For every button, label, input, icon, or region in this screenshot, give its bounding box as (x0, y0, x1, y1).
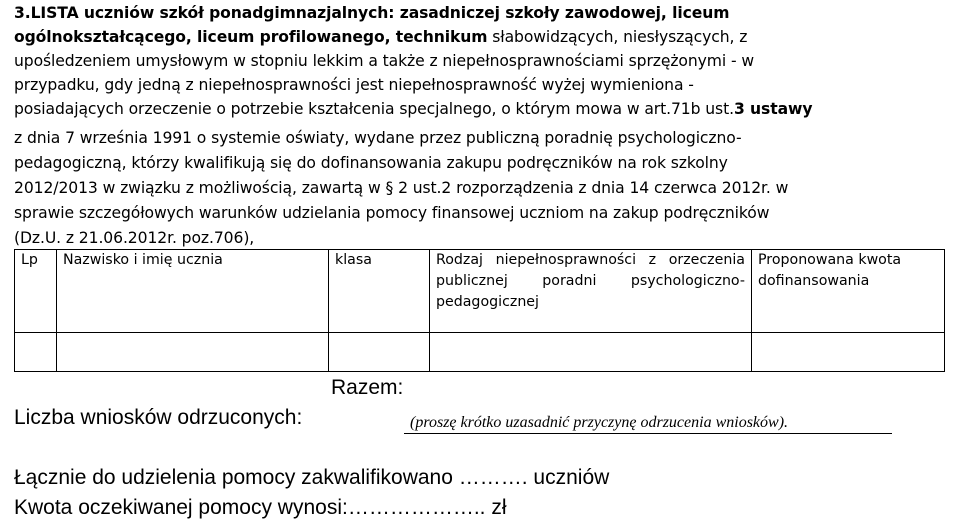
heading-line-8 (14, 177, 788, 199)
heading-text-10: (Dz.U. z 21.06.2012r. poz.706), (14, 229, 255, 247)
table-row (15, 333, 945, 372)
table-cell[interactable] (15, 333, 57, 372)
header-name: Nazwisko i imię ucznia (57, 250, 329, 333)
heading-line-7 (14, 152, 728, 174)
table-header-row (15, 250, 945, 333)
rejected-label: Liczba wniosków odrzuconych: (14, 406, 303, 429)
heading-line-6 (14, 127, 742, 149)
rejected-note: (proszę krótko uzasadnić przyczynę odrzucenia wniosków). (410, 414, 789, 431)
heading-line-9 (14, 202, 769, 224)
heading-line-4 (14, 74, 694, 96)
heading-line-3 (14, 50, 754, 72)
heading-text-8b: 2 rozporządzenia z dnia 14 czerwca 2012r. w (441, 179, 789, 197)
heading-text-6: z dnia 7 września 1991 o systemie oświaty, wydane przez publiczną poradnię psychologiczno- (14, 129, 742, 147)
table-cell[interactable] (430, 333, 752, 372)
heading-text-7a: pedagogiczną (14, 154, 122, 172)
qualified-text: Łącznie do udzielenia pomocy zakwalifikowano ………. uczniów (14, 466, 610, 489)
heading-text-5b: art.71b ust. (644, 100, 734, 118)
heading-text-5c: 3 ustawy (733, 100, 813, 118)
heading-bold-1: 3.LISTA uczniów szkół ponadgimnazjalnych: zasadniczej szkoły zawodowej, liceum (14, 4, 730, 22)
rejected-note-underline (404, 433, 892, 434)
header-lp: Lp (15, 250, 57, 333)
heading-line-10 (14, 227, 254, 249)
total-label: Razem: (331, 376, 404, 399)
heading-bold-2: ogólnokształcącego, liceum profilowanego, technikum (14, 28, 488, 46)
table-cell[interactable] (329, 333, 430, 372)
header-class: klasa (329, 250, 430, 333)
expected-amount-text: Kwota oczekiwanej pomocy wynosi:……………….. zł (14, 496, 507, 519)
heading-text-7b: , którzy kwalifikują się do dofinansowania zakupu podręczników na rok szkolny (121, 154, 728, 172)
header-amount: Proponowana kwota dofinansowania (752, 250, 945, 333)
heading-text-2: słabowidzących, niesłyszących, z (487, 28, 748, 46)
table-cell[interactable] (752, 333, 945, 372)
heading-line-5 (14, 98, 812, 120)
header-disability: Rodzaj niepełnosprawności z orzeczenia publicznej poradni psychologiczno-pedagogicznej (430, 250, 752, 333)
heading-text-3: upośledzeniem umysłowym w stopniu lekkim a także z niepełnosprawnościami sprzężonymi - w (14, 52, 754, 70)
students-table (14, 249, 944, 371)
heading-line-1 (14, 2, 729, 24)
heading-text-5a: posiadających orzeczenie o potrzebie kształcenia specjalnego, o którym mowa w (14, 100, 645, 118)
table-cell[interactable] (57, 333, 329, 372)
heading-text-9: sprawie szczegółowych warunków udzielania pomocy finansowej uczniom na zakup podręczników (14, 204, 770, 222)
heading-text-8a: 2012/2013 w związku z możliwością, zawartą w § 2 ust. (14, 179, 442, 197)
heading-line-2 (14, 26, 747, 48)
heading-text-4: przypadku, gdy jedną z niepełnosprawności jest niepełnosprawność wyżej wymieniona - (14, 76, 694, 94)
